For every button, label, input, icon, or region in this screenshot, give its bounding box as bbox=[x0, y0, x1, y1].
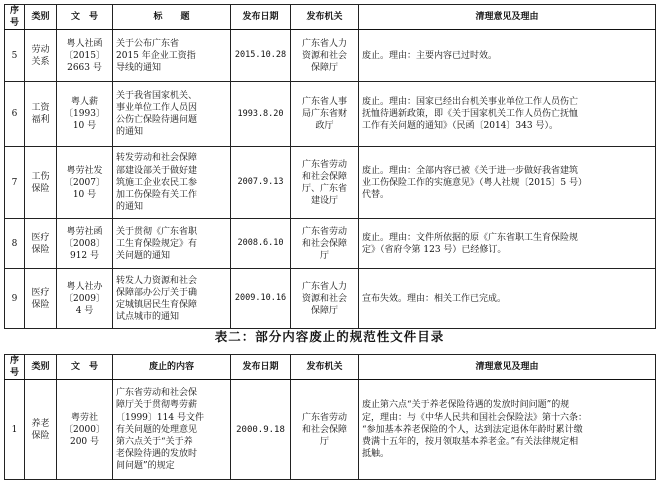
cell-doc-no: 粤劳社发 〔2007〕 10 号 bbox=[57, 147, 113, 219]
cell-opinion: 废止。理由：国家已经出台机关事业单位工作人员伤亡 抚恤待遇新政策，即《关于国家机关工作人员伤亡抚恤 工作有关问题的通知》（民函〔2014〕343 号）。 bbox=[359, 82, 656, 147]
cell-opinion: 废止第六点“关于养老保险待遇的发放时间问题”的规 定，理由：与《中华人民共和国社会保险法》第十六条： “参加基本养老保险的个人，达到法定退休年龄时累计缴 费满十五年的，按月领取基本养老金。”有关法律规定相 抵触。 bbox=[359, 380, 656, 480]
cell-title: 关于我省国家机关、 事业单位工作人员因 公伤亡保险待遇问题 的通知 bbox=[113, 82, 231, 147]
cell-opinion: 废止。理由：主要内容已过时效。 bbox=[359, 30, 656, 82]
cell-issuer: 广东省劳动 和社会保障 厅 bbox=[291, 219, 359, 269]
cell-date: 2000.9.18 bbox=[231, 380, 291, 480]
cell-doc-no: 粤人薪 〔1993〕 10 号 bbox=[57, 82, 113, 147]
cell-seq: 9 bbox=[5, 269, 25, 329]
table-row bbox=[5, 269, 656, 329]
cell-date: 2008.6.10 bbox=[231, 219, 291, 269]
cell-issuer: 广东省人力 资源和社会 保障厅 bbox=[291, 30, 359, 82]
header-abolished-content: 废止的内容 bbox=[113, 355, 231, 380]
header-issuer: 发布机关 bbox=[291, 355, 359, 380]
cell-category: 工伤 保险 bbox=[25, 147, 57, 219]
cell-issuer: 广东省人事 局广东省财 政厅 bbox=[291, 82, 359, 147]
cell-seq: 5 bbox=[5, 30, 25, 82]
section-title: 表二：部分内容废止的规范性文件目录 bbox=[214, 329, 445, 344]
table-row bbox=[5, 380, 656, 480]
cell-seq: 6 bbox=[5, 82, 25, 147]
cell-seq: 7 bbox=[5, 147, 25, 219]
cell-seq: 8 bbox=[5, 219, 25, 269]
header-category: 类别 bbox=[25, 355, 57, 380]
cell-issuer: 广东省劳动 和社会保障 厅 bbox=[291, 380, 359, 480]
table-row bbox=[5, 219, 656, 269]
header-seq: 序号 bbox=[5, 355, 25, 380]
cell-doc-no: 粤人社函 〔2015〕 2663 号 bbox=[57, 30, 113, 82]
cell-doc-no: 粤劳社函 〔2008〕 912 号 bbox=[57, 219, 113, 269]
table-header-row bbox=[5, 5, 656, 30]
cell-date: 1993.8.20 bbox=[231, 82, 291, 147]
header-opinion: 清理意见及理由 bbox=[359, 355, 656, 380]
cell-opinion: 废止。理由：文件所依据的原《广东省职工生育保险规 定》（省府令第 123 号）已经修订。 bbox=[359, 219, 656, 269]
cell-opinion: 宣布失效。理由：相关工作已完成。 bbox=[359, 269, 656, 329]
partially-abolished-documents-table bbox=[4, 354, 656, 480]
cell-category: 医疗 保险 bbox=[25, 269, 57, 329]
cell-date: 2007.9.13 bbox=[231, 147, 291, 219]
cell-category: 医疗 保险 bbox=[25, 219, 57, 269]
cell-doc-no: 粤人社办 〔2009〕 4 号 bbox=[57, 269, 113, 329]
header-date: 发布日期 bbox=[231, 355, 291, 380]
cell-issuer: 广东省人力 资源和社会 保障厅 bbox=[291, 269, 359, 329]
cell-doc-no: 粤劳社 〔2000〕 200 号 bbox=[57, 380, 113, 480]
cell-category: 养老 保险 bbox=[25, 380, 57, 480]
cell-title: 关于贯彻《广东省职 工生育保险规定》有 关问题的通知 bbox=[113, 219, 231, 269]
cell-abolished-content: 广东省劳动和社会保 障厅关于贯彻粤劳薪 〔1999〕114 号文件 有关问题的处理意见 第六点关于“关于养 老保险待遇的发放时 间问题”的规定 bbox=[113, 380, 231, 480]
cell-title: 关于公布广东省 2015 年企业工资指 导线的通知 bbox=[113, 30, 231, 82]
cell-title: 转发劳动和社会保障 部建设部关于做好建 筑施工企业农民工参 加工伤保险有关工作 的通知 bbox=[113, 147, 231, 219]
header-category: 类别 bbox=[25, 5, 57, 30]
table-row bbox=[5, 30, 656, 82]
table-row bbox=[5, 82, 656, 147]
header-seq: 序号 bbox=[5, 5, 25, 30]
cell-issuer: 广东省劳动 和社会保障 厅、广东省 建设厅 bbox=[291, 147, 359, 219]
cell-title: 转发人力资源和社会 保障部办公厅关于确 定城镇居民生育保障 试点城市的通知 bbox=[113, 269, 231, 329]
cell-seq: 1 bbox=[5, 380, 25, 480]
cell-date: 2015.10.28 bbox=[231, 30, 291, 82]
cell-category: 劳动 关系 bbox=[25, 30, 57, 82]
header-date: 发布日期 bbox=[231, 5, 291, 30]
cell-category: 工资 福利 bbox=[25, 82, 57, 147]
header-title: 标 题 bbox=[113, 5, 231, 30]
header-issuer: 发布机关 bbox=[291, 5, 359, 30]
cell-date: 2009.10.16 bbox=[231, 269, 291, 329]
table-header-row bbox=[5, 355, 656, 380]
header-doc-no: 文 号 bbox=[57, 355, 113, 380]
abolished-documents-table bbox=[4, 4, 656, 329]
header-opinion: 清理意见及理由 bbox=[359, 5, 656, 30]
header-doc-no: 文 号 bbox=[57, 5, 113, 30]
table-row bbox=[5, 147, 656, 219]
cell-opinion: 废止。理由：全部内容已被《关于进一步做好我省建筑 业工伤保险工作的实施意见》（粤人社规〔2015〕5 号） 代替。 bbox=[359, 147, 656, 219]
